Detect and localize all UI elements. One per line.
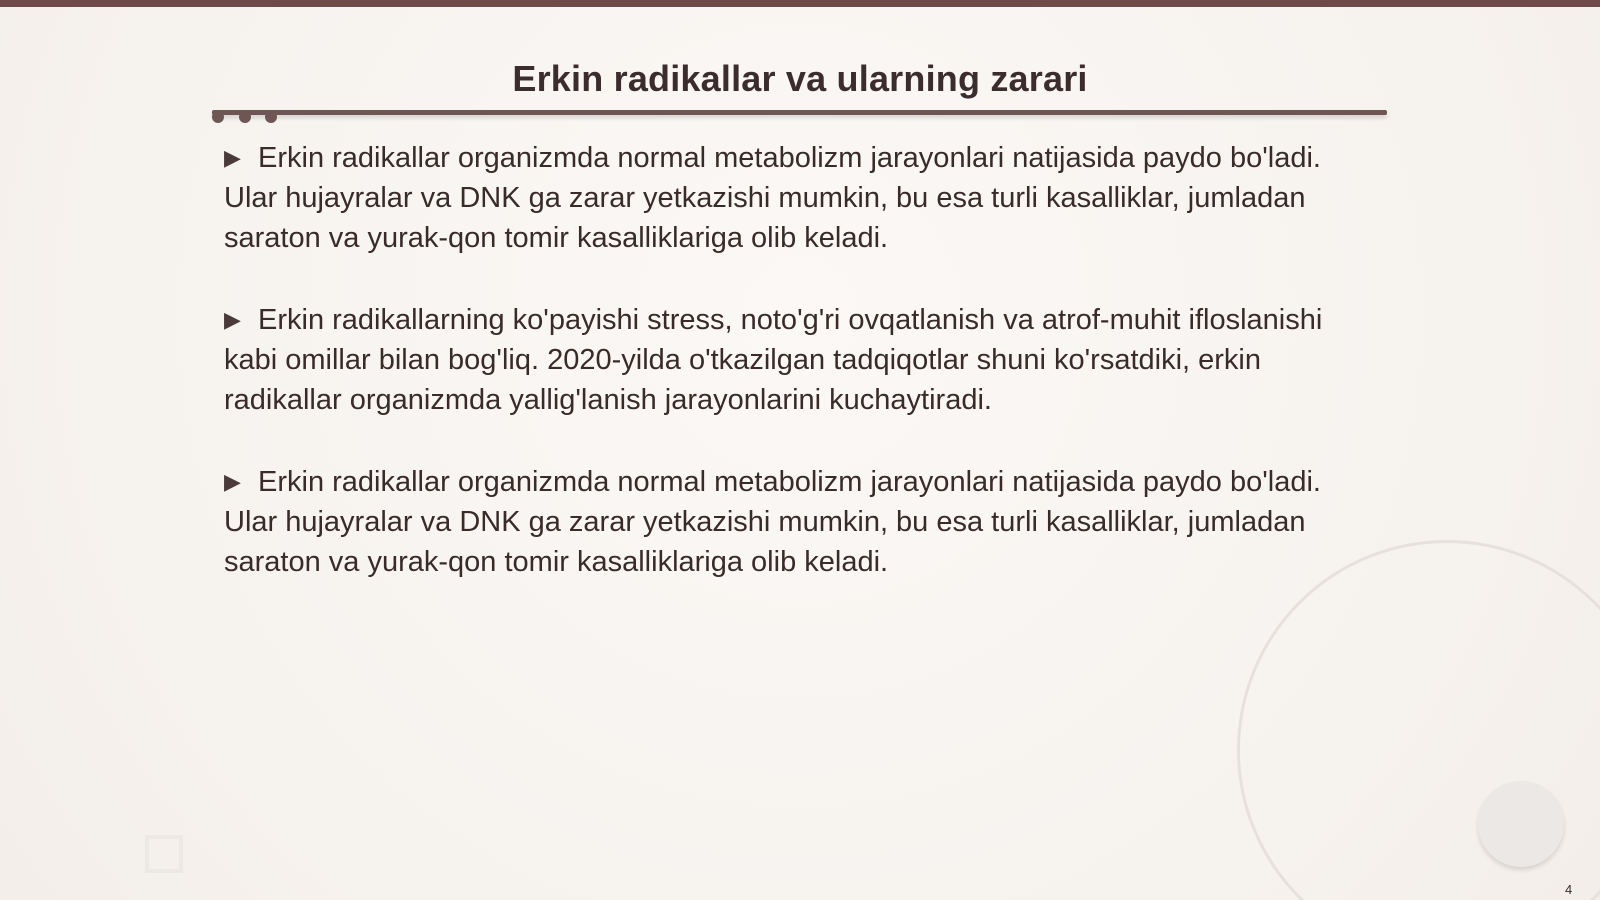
underline-dot (265, 111, 277, 123)
bullet-text: Erkin radikallar organizmda normal metabolizm jarayonlari natijasida paydo bo'ladi. Ular hujayralar va DNK ga zarar yetkazishi mumkin, bu esa turli kasalliklar, jumladan saraton va yurak-qon tomir kasalliklariga olib keladi. (224, 142, 1321, 254)
bullet-item (224, 300, 1344, 420)
top-accent-bar (0, 0, 1600, 7)
bullet-item (224, 138, 1344, 258)
decorative-square (145, 835, 183, 873)
bullet-list (224, 138, 1344, 624)
decorative-circle-filled (1478, 781, 1564, 867)
bullet-text: Erkin radikallar organizmda normal metabolizm jarayonlari natijasida paydo bo'ladi. Ular hujayralar va DNK ga zarar yetkazishi mumkin, bu esa turli kasalliklar, jumladan saraton va yurak-qon tomir kasalliklariga olib keladi. (224, 466, 1321, 578)
title-underline (212, 110, 1387, 115)
page-number: 4 (1565, 882, 1573, 897)
underline-dot (212, 111, 224, 123)
underline-dot (239, 111, 251, 123)
bullet-text: Erkin radikallarning ko'payishi stress, noto'g'ri ovqatlanish va atrof-muhit ifloslanishi kabi omillar bilan bog'liq. 2020-yilda o'tkazilgan tadqiqotlar shuni ko'rsatdiki, erkin radikallar organizmda yallig'lanish jarayonlarini kuchaytiradi. (224, 304, 1323, 416)
triangle-bullet-icon: ▶ (224, 307, 241, 332)
bullet-item (224, 462, 1344, 582)
triangle-bullet-icon: ▶ (224, 145, 241, 170)
slide-title: Erkin radikallar va ularning zarari (512, 58, 1088, 99)
triangle-bullet-icon: ▶ (224, 469, 241, 494)
